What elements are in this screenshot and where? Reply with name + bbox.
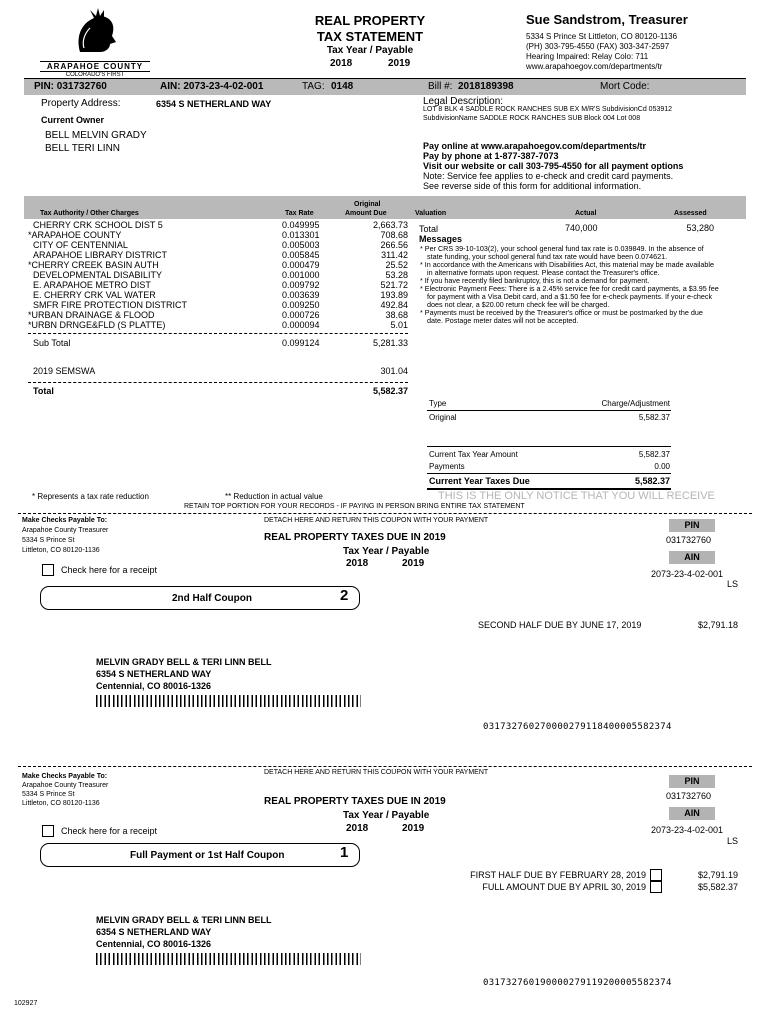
amount-due: 38.68 [385, 310, 408, 320]
c2-receipt-label: Check here for a receipt [61, 565, 158, 575]
amount-due: 2,663.73 [372, 220, 408, 230]
pay-options: Visit our website or call 303-795-4550 for all payment options [423, 161, 684, 171]
amount-due: 53.28 [385, 270, 408, 280]
c2-payable-to: Make Checks Payable To: [22, 517, 108, 524]
c2-tax-year: 2018 [346, 558, 369, 569]
c1-pin-tag: PIN [669, 775, 715, 788]
pay-by-phone: Pay by phone at 1-877-387-7073 [423, 151, 559, 161]
tax-year: 2018 [330, 58, 353, 69]
subtotal-amount: 5,281.33 [372, 338, 408, 348]
tax-rate: 0.000094 [282, 320, 320, 330]
adj-due-rule [427, 473, 671, 474]
message-item: * If you have recently filed bankruptcy, this is not a demand for payment. [420, 276, 650, 285]
county-tagline: COLORADO'S FIRST [65, 72, 125, 78]
message-item: * Per CRS 39-10-103(2), your school general fund tax rate is 0.039849. In the absence of state funding, your school general fund tax rate would have been 0.074621. [420, 244, 704, 261]
c1-receipt-checkbox[interactable] [42, 825, 54, 837]
table-row [0, 260, 420, 270]
subtotal-rate: 0.099124 [282, 338, 320, 348]
c2-mail-address: 6354 S NETHERLAND WAY [96, 669, 212, 679]
header-rate: Tax Rate [285, 210, 314, 217]
owner-1: BELL MELVIN GRADY [45, 130, 147, 141]
c1-full-amount: $5,582.37 [697, 882, 738, 892]
legal-description-label: Legal Description: [423, 96, 504, 107]
authority-name: E. CHERRY CRK VAL WATER [33, 290, 156, 300]
c2-ain-tag: AIN [669, 551, 715, 564]
c2-coupon-label: 2nd Half Coupon [172, 593, 252, 604]
header-assessed: Assessed [674, 210, 707, 217]
detach-line-1 [18, 513, 752, 514]
table-row [0, 310, 420, 320]
tax-rate: 0.000479 [282, 260, 320, 270]
total-label: Total [33, 386, 54, 396]
tax-year-label: Tax Year / Payable [326, 45, 414, 56]
c1-mail-city: Centennial, CO 80016-1326 [96, 939, 212, 949]
service-fee-note: Note: Service fee applies to e-check and credit card payments. [423, 171, 674, 181]
c2-mail-name: MELVIN GRADY BELL & TERI LINN BELL [96, 657, 272, 667]
tag-label: TAG: [302, 81, 325, 92]
table-row [0, 250, 420, 260]
c2-ain: 2073-23-4-02-001 [651, 569, 724, 579]
c2-title: REAL PROPERTY TAXES DUE IN 2019 [264, 532, 446, 543]
tax-rate: 0.009792 [282, 280, 320, 290]
c2-pin: 031732760 [666, 535, 712, 545]
form-number: 102927 [14, 1000, 38, 1007]
pay-online: Pay online at www.arapahoegov.com/departments/tr [423, 141, 647, 151]
tax-rate: 0.049995 [282, 220, 320, 230]
c1-payee-3: Littleton, CO 80120-1136 [22, 800, 100, 807]
total-divider [28, 382, 408, 383]
amount-due: 311.42 [381, 250, 408, 260]
payments-value: 0.00 [654, 462, 670, 471]
tax-rate: 0.013301 [282, 230, 320, 240]
c1-full-checkbox[interactable] [650, 881, 662, 893]
c1-first-half-line: FIRST HALF DUE BY FEBRUARY 28, 2019 [470, 870, 646, 880]
table-row [0, 300, 420, 310]
amount-due: 521.72 [380, 280, 408, 290]
adj-section-rule [427, 446, 671, 447]
title-line1: REAL PROPERTY [314, 13, 426, 28]
messages-list [419, 245, 719, 325]
detach-line-2 [18, 766, 752, 767]
valuation-total-label: Total [419, 224, 439, 234]
messages-title: Messages [419, 234, 463, 244]
c2-due-line: SECOND HALF DUE BY JUNE 17, 2019 [478, 620, 642, 630]
amount-due: 25.52 [385, 260, 408, 270]
amount-due: 492.84 [380, 300, 408, 310]
c2-detach-notice: DETACH HERE AND RETURN THIS COUPON WITH YOUR PAYMENT [264, 517, 489, 524]
table-row [0, 240, 420, 250]
c1-postal-barcode [96, 953, 361, 965]
c1-ain-tag: AIN [669, 807, 715, 820]
treasurer-name: Sue Sandstrom, Treasurer [526, 12, 688, 27]
legal-description-line1: LOT 8 BLK 4 SADDLE ROCK RANCHES SUB EX M/R'S SubdivisionCd 053912 [423, 106, 673, 113]
bill-value: 2018189398 [458, 81, 514, 92]
c2-payee-2: 5334 S Prince St [22, 537, 75, 544]
c1-ain: 2073-23-4-02-001 [651, 825, 724, 835]
c2-pin-tag: PIN [669, 519, 715, 532]
current-amount-value: 5,582.37 [638, 450, 670, 459]
payments-label: Payments [429, 462, 465, 471]
owner-2: BELL TERI LINN [45, 143, 121, 154]
message-item: * Electronic Payment Fees: There is a 2.45% service fee for credit card payments, a $3.95 fee for payment with a Visa Debit card, and a $1.50 fee for e-check payments. If your e-check does not clear, a $20.00 return check fee will be charged. [420, 284, 719, 309]
c2-coupon-number: 2 [340, 587, 349, 604]
authority-name: *URBN DRNGE&FLD (S PLATTE) [28, 320, 166, 330]
tax-rate: 0.005003 [282, 240, 320, 250]
semswa-amount: 301.04 [380, 366, 408, 376]
tax-table-body [0, 220, 420, 332]
authority-name: DEVELOPMENTAL DISABILITY [33, 270, 163, 280]
property-address: 6354 S NETHERLAND WAY [156, 99, 272, 109]
c1-payable-year: 2019 [402, 823, 425, 834]
header-amount-due: Amount Due [345, 210, 387, 217]
c1-title: REAL PROPERTY TAXES DUE IN 2019 [264, 796, 446, 807]
c1-mail-address: 6354 S NETHERLAND WAY [96, 927, 212, 937]
treasurer-hearing: Hearing Impaired: Relay Colo: 711 [526, 52, 649, 61]
authority-name: *ARAPAHOE COUNTY [28, 230, 122, 240]
c2-payable-year: 2019 [402, 558, 425, 569]
tax-rate: 0.009250 [282, 300, 320, 310]
tax-rate: 0.001000 [282, 270, 320, 280]
amount-due: 708.68 [380, 230, 408, 240]
treasurer-address: 5334 S Prince St Littleton, CO 80120-1136 [526, 32, 678, 41]
retain-notice: RETAIN TOP PORTION FOR YOUR RECORDS - IF PAYING IN PERSON BRING ENTIRE TAX STATEMENT [184, 503, 525, 510]
table-row [0, 290, 420, 300]
c2-year-label: Tax Year / Payable [343, 546, 430, 557]
c1-pin: 031732760 [666, 791, 712, 801]
c1-coupon-label: Full Payment or 1st Half Coupon [130, 850, 285, 861]
amount-due: 193.89 [380, 290, 408, 300]
bill-label: Bill #: [428, 81, 453, 92]
table-row [0, 280, 420, 290]
table-row [0, 320, 420, 330]
footnote-actual-reduction: ** Reduction in actual value [225, 492, 323, 501]
c1-scanline: 031732760190000279119200005582374 [483, 978, 672, 988]
header-valuation: Valuation [415, 210, 447, 217]
header-original: Original [354, 201, 381, 208]
c1-first-half-checkbox[interactable] [650, 869, 662, 881]
current-amount-label: Current Tax Year Amount [429, 450, 518, 459]
amount-due: 266.56 [380, 240, 408, 250]
c1-first-half-amount: $2,791.19 [697, 870, 738, 880]
c1-tax-year: 2018 [346, 823, 369, 834]
message-item: * Payments must be received by the Treasurer's office or must be postmarked by the due date. Postage meter dates will not be accepted. [420, 308, 703, 325]
tax-rate: 0.005845 [282, 250, 320, 260]
title-line2: TAX STATEMENT [316, 29, 424, 44]
footnote-rate-reduction: * Represents a tax rate reduction [32, 492, 149, 501]
adj-header-rule [427, 410, 671, 411]
c2-code: LS [727, 579, 739, 589]
c2-payee-3: Littleton, CO 80120-1136 [22, 547, 100, 554]
c2-due-amount: $2,791.18 [697, 620, 738, 630]
semswa-label: 2019 SEMSWA [33, 366, 96, 376]
only-notice: THIS IS THE ONLY NOTICE THAT YOU WILL RECEIVE [438, 490, 715, 502]
county-name: ARAPAHOE COUNTY [40, 61, 150, 72]
subtotal-label: Sub Total [33, 338, 71, 348]
authority-name: *CHERRY CREEK BASIN AUTH [28, 260, 159, 270]
mort-code: Mort Code: [600, 81, 650, 92]
adj-type-label: Type [429, 399, 447, 408]
valuation-assessed: 53,280 [686, 223, 714, 233]
header-authority: Tax Authority / Other Charges [40, 210, 139, 217]
treasurer-phone: (PH) 303-795-4550 (FAX) 303-347-2597 [526, 42, 670, 51]
valuation-actual: 740,000 [565, 223, 598, 233]
amount-due: 5.01 [390, 320, 408, 330]
adj-original-label: Original [429, 413, 457, 422]
table-row [0, 270, 420, 280]
c1-payable-to: Make Checks Payable To: [22, 773, 108, 780]
pin-value: PIN: 031732760 [34, 81, 107, 92]
treasurer-website: www.arapahoegov.com/departments/tr [526, 62, 663, 71]
header-actual: Actual [575, 210, 597, 217]
indian-head-logo-icon [40, 8, 150, 54]
payable-year: 2019 [388, 58, 411, 69]
c1-year-label: Tax Year / Payable [343, 810, 430, 821]
c1-coupon-number: 1 [340, 844, 349, 861]
c1-payee-2: 5334 S Prince St [22, 791, 75, 798]
current-owner-label: Current Owner [41, 115, 105, 125]
adj-charge-label: Charge/Adjustment [601, 399, 670, 408]
c1-payee-1: Arapahoe County Treasurer [22, 782, 109, 789]
c2-scanline: 031732760270000279118400005582374 [483, 722, 672, 732]
taxes-due-label: Current Year Taxes Due [429, 476, 530, 486]
c1-detach-notice: DETACH HERE AND RETURN THIS COUPON WITH YOUR PAYMENT [264, 769, 489, 776]
c2-postal-barcode [96, 695, 361, 707]
authority-name: CHERRY CRK SCHOOL DIST 5 [33, 220, 163, 230]
c1-mail-name: MELVIN GRADY BELL & TERI LINN BELL [96, 915, 272, 925]
c2-payee-1: Arapahoe County Treasurer [22, 527, 109, 534]
authority-name: ARAPAHOE LIBRARY DISTRICT [33, 250, 168, 260]
authority-name: SMFR FIRE PROTECTION DISTRICT [33, 300, 187, 310]
tag-value: 0148 [331, 81, 354, 92]
county-logo [40, 8, 150, 78]
authority-name: CITY OF CENTENNIAL [33, 240, 128, 250]
subtotal-divider [28, 333, 408, 334]
tax-rate: 0.003639 [282, 290, 320, 300]
message-item: * In accordance with the Americans with Disabilities Act, this material may be made available in alternative formats upon request. Please contact the Treasurer's office. [420, 260, 715, 277]
adj-original-value: 5,582.37 [638, 413, 670, 422]
ain-value: AIN: 2073-23-4-02-001 [160, 81, 264, 92]
taxes-due-value: 5,582.37 [634, 476, 670, 486]
table-row [0, 220, 420, 230]
table-row [0, 230, 420, 240]
legal-description-line2: SubdivisionName SADDLE ROCK RANCHES SUB Block 004 Lot 008 [423, 115, 641, 122]
c2-mail-city: Centennial, CO 80016-1326 [96, 681, 212, 691]
c1-full-line: FULL AMOUNT DUE BY APRIL 30, 2019 [482, 882, 646, 892]
c1-code: LS [727, 836, 739, 846]
tax-rate: 0.000726 [282, 310, 320, 320]
authority-name: *URBAN DRAINAGE & FLOOD [28, 310, 155, 320]
c1-receipt-label: Check here for a receipt [61, 826, 158, 836]
reverse-side-note: See reverse side of this form for additional information. [423, 181, 642, 191]
c2-receipt-checkbox[interactable] [42, 564, 54, 576]
total-amount: 5,582.37 [372, 386, 408, 396]
property-address-label: Property Address: [41, 98, 121, 109]
authority-name: E. ARAPAHOE METRO DIST [33, 280, 151, 290]
